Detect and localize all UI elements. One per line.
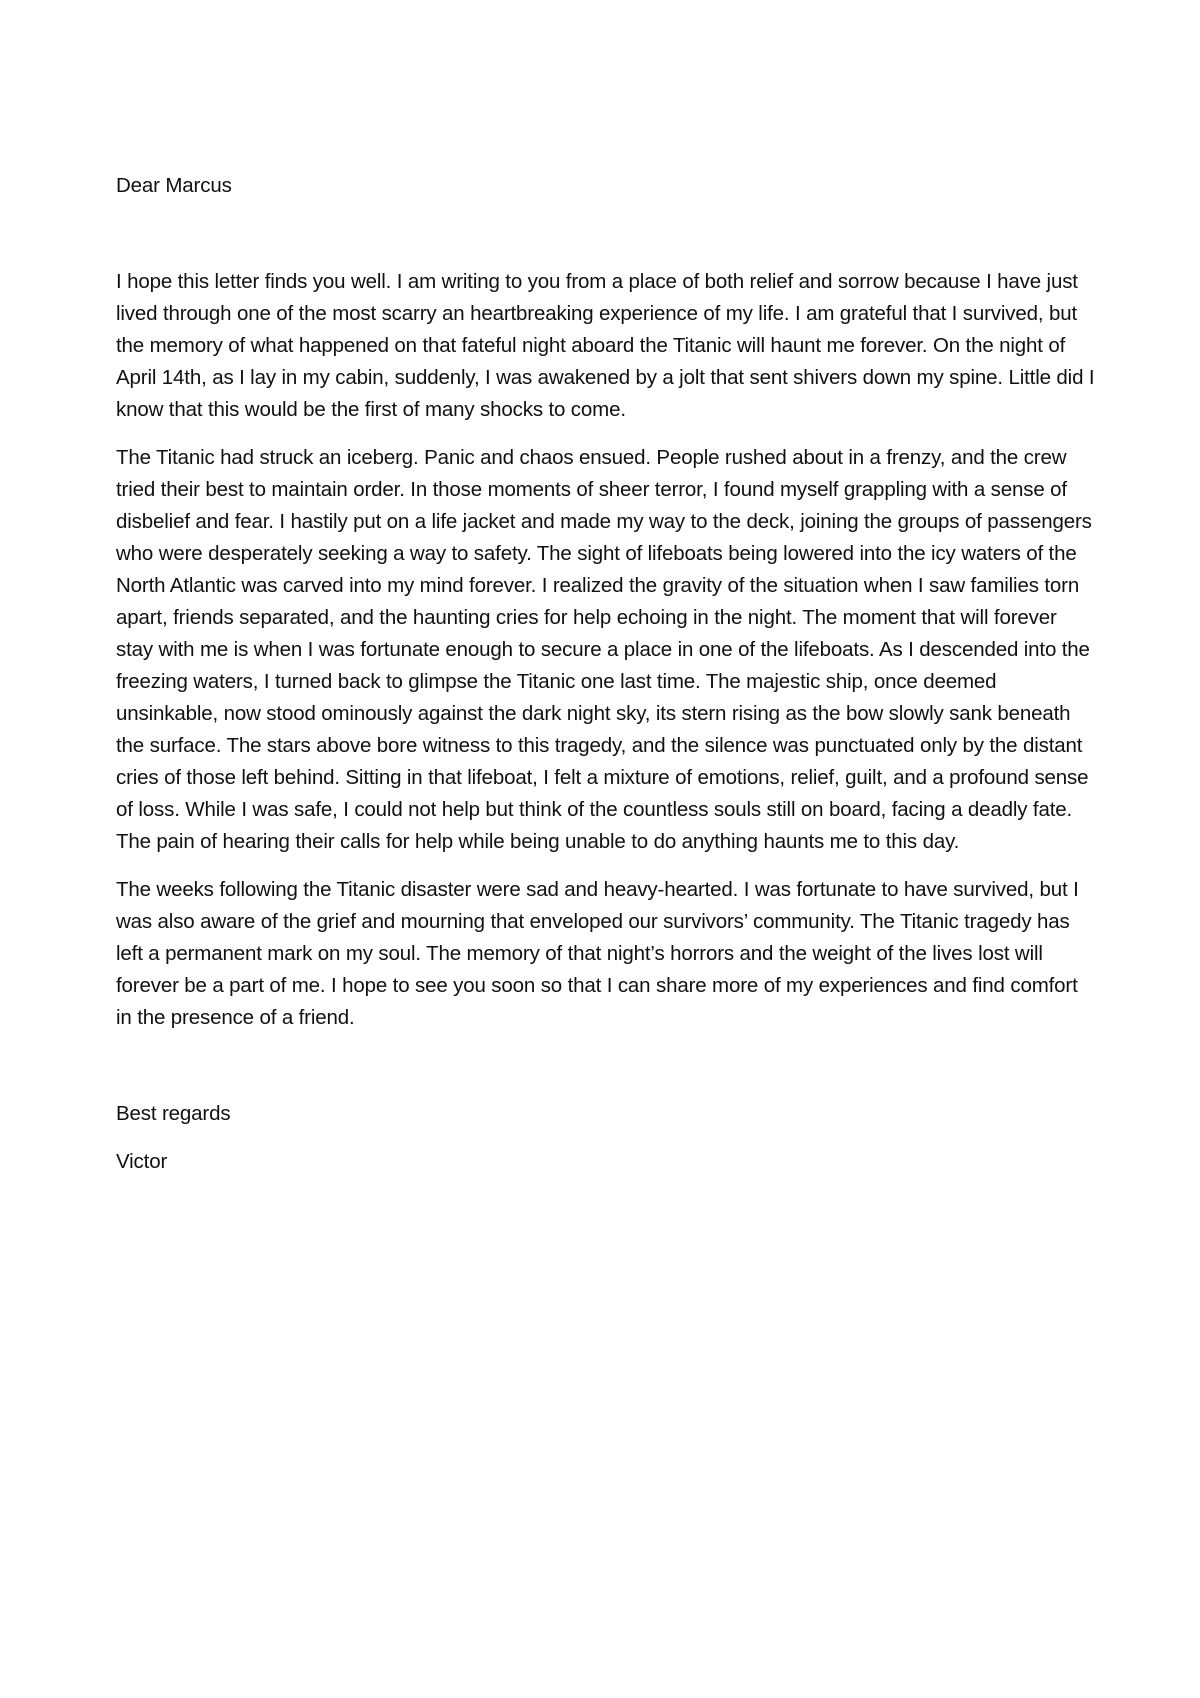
paragraph-3: The weeks following the Titanic disaster were sad and heavy-hearted. I was fortunate to have survived, but I was also aware of the grief and mourning that enveloped our survivors’ community. The Titanic tragedy has left a permanent mark on my soul. The memory of that night’s horrors and the weight of the lives lost will forever be a part of me. I hope to see you soon so that I can share more of my experiences and find comfort in the presence of a friend. xyxy=(116,878,1079,1029)
paragraph-1: I hope this letter finds you well. I am writing to you from a place of both relief and sorrow because I have just lived through one of the most scarry an heartbreaking experience of my life. I am grateful that I survived, but the memory of what happened on that fateful night aboard the Titanic will haunt me forever. On the night of April 14th, as I lay in my cabin, suddenly, I was awakened by a jolt that sent shivers down my spine. Little did I know that this would be the first of many shocks to come. xyxy=(116,270,1095,421)
salutation: Dear Marcus xyxy=(116,174,232,197)
closing: Best regards xyxy=(116,1102,231,1125)
letter-body xyxy=(116,170,1096,1178)
signature: Victor xyxy=(116,1150,168,1173)
paragraph-2: The Titanic had struck an iceberg. Panic and chaos ensued. People rushed about in a frenzy, and the crew tried their best to maintain order. In those moments of sheer terror, I found myself grappling with a sense of disbelief and fear. I hastily put on a life jacket and made my way to the deck, joining the groups of passengers who were desperately seeking a way to safety. The sight of lifeboats being lowered into the icy waters of the North Atlantic was carved into my mind forever. I realized the gravity of the situation when I saw families torn apart, friends separated, and the haunting cries for help echoing in the night. The moment that will forever stay with me is when I was fortunate enough to secure a place in one of the lifeboats. As I descended into the freezing waters, I turned back to glimpse the Titanic one last time. The majestic ship, once deemed unsinkable, now stood ominously against the dark night sky, its stern rising as the bow slowly sank beneath the surface. The stars above bore witness to this tragedy, and the silence was punctuated only by the distant cries of those left behind. Sitting in that lifeboat, I felt a mixture of emotions, relief, guilt, and a profound sense of loss. While I was safe, I could not help but think of the countless souls still on board, facing a deadly fate. The pain of hearing their calls for help while being unable to do anything haunts me to this day. xyxy=(116,446,1092,853)
